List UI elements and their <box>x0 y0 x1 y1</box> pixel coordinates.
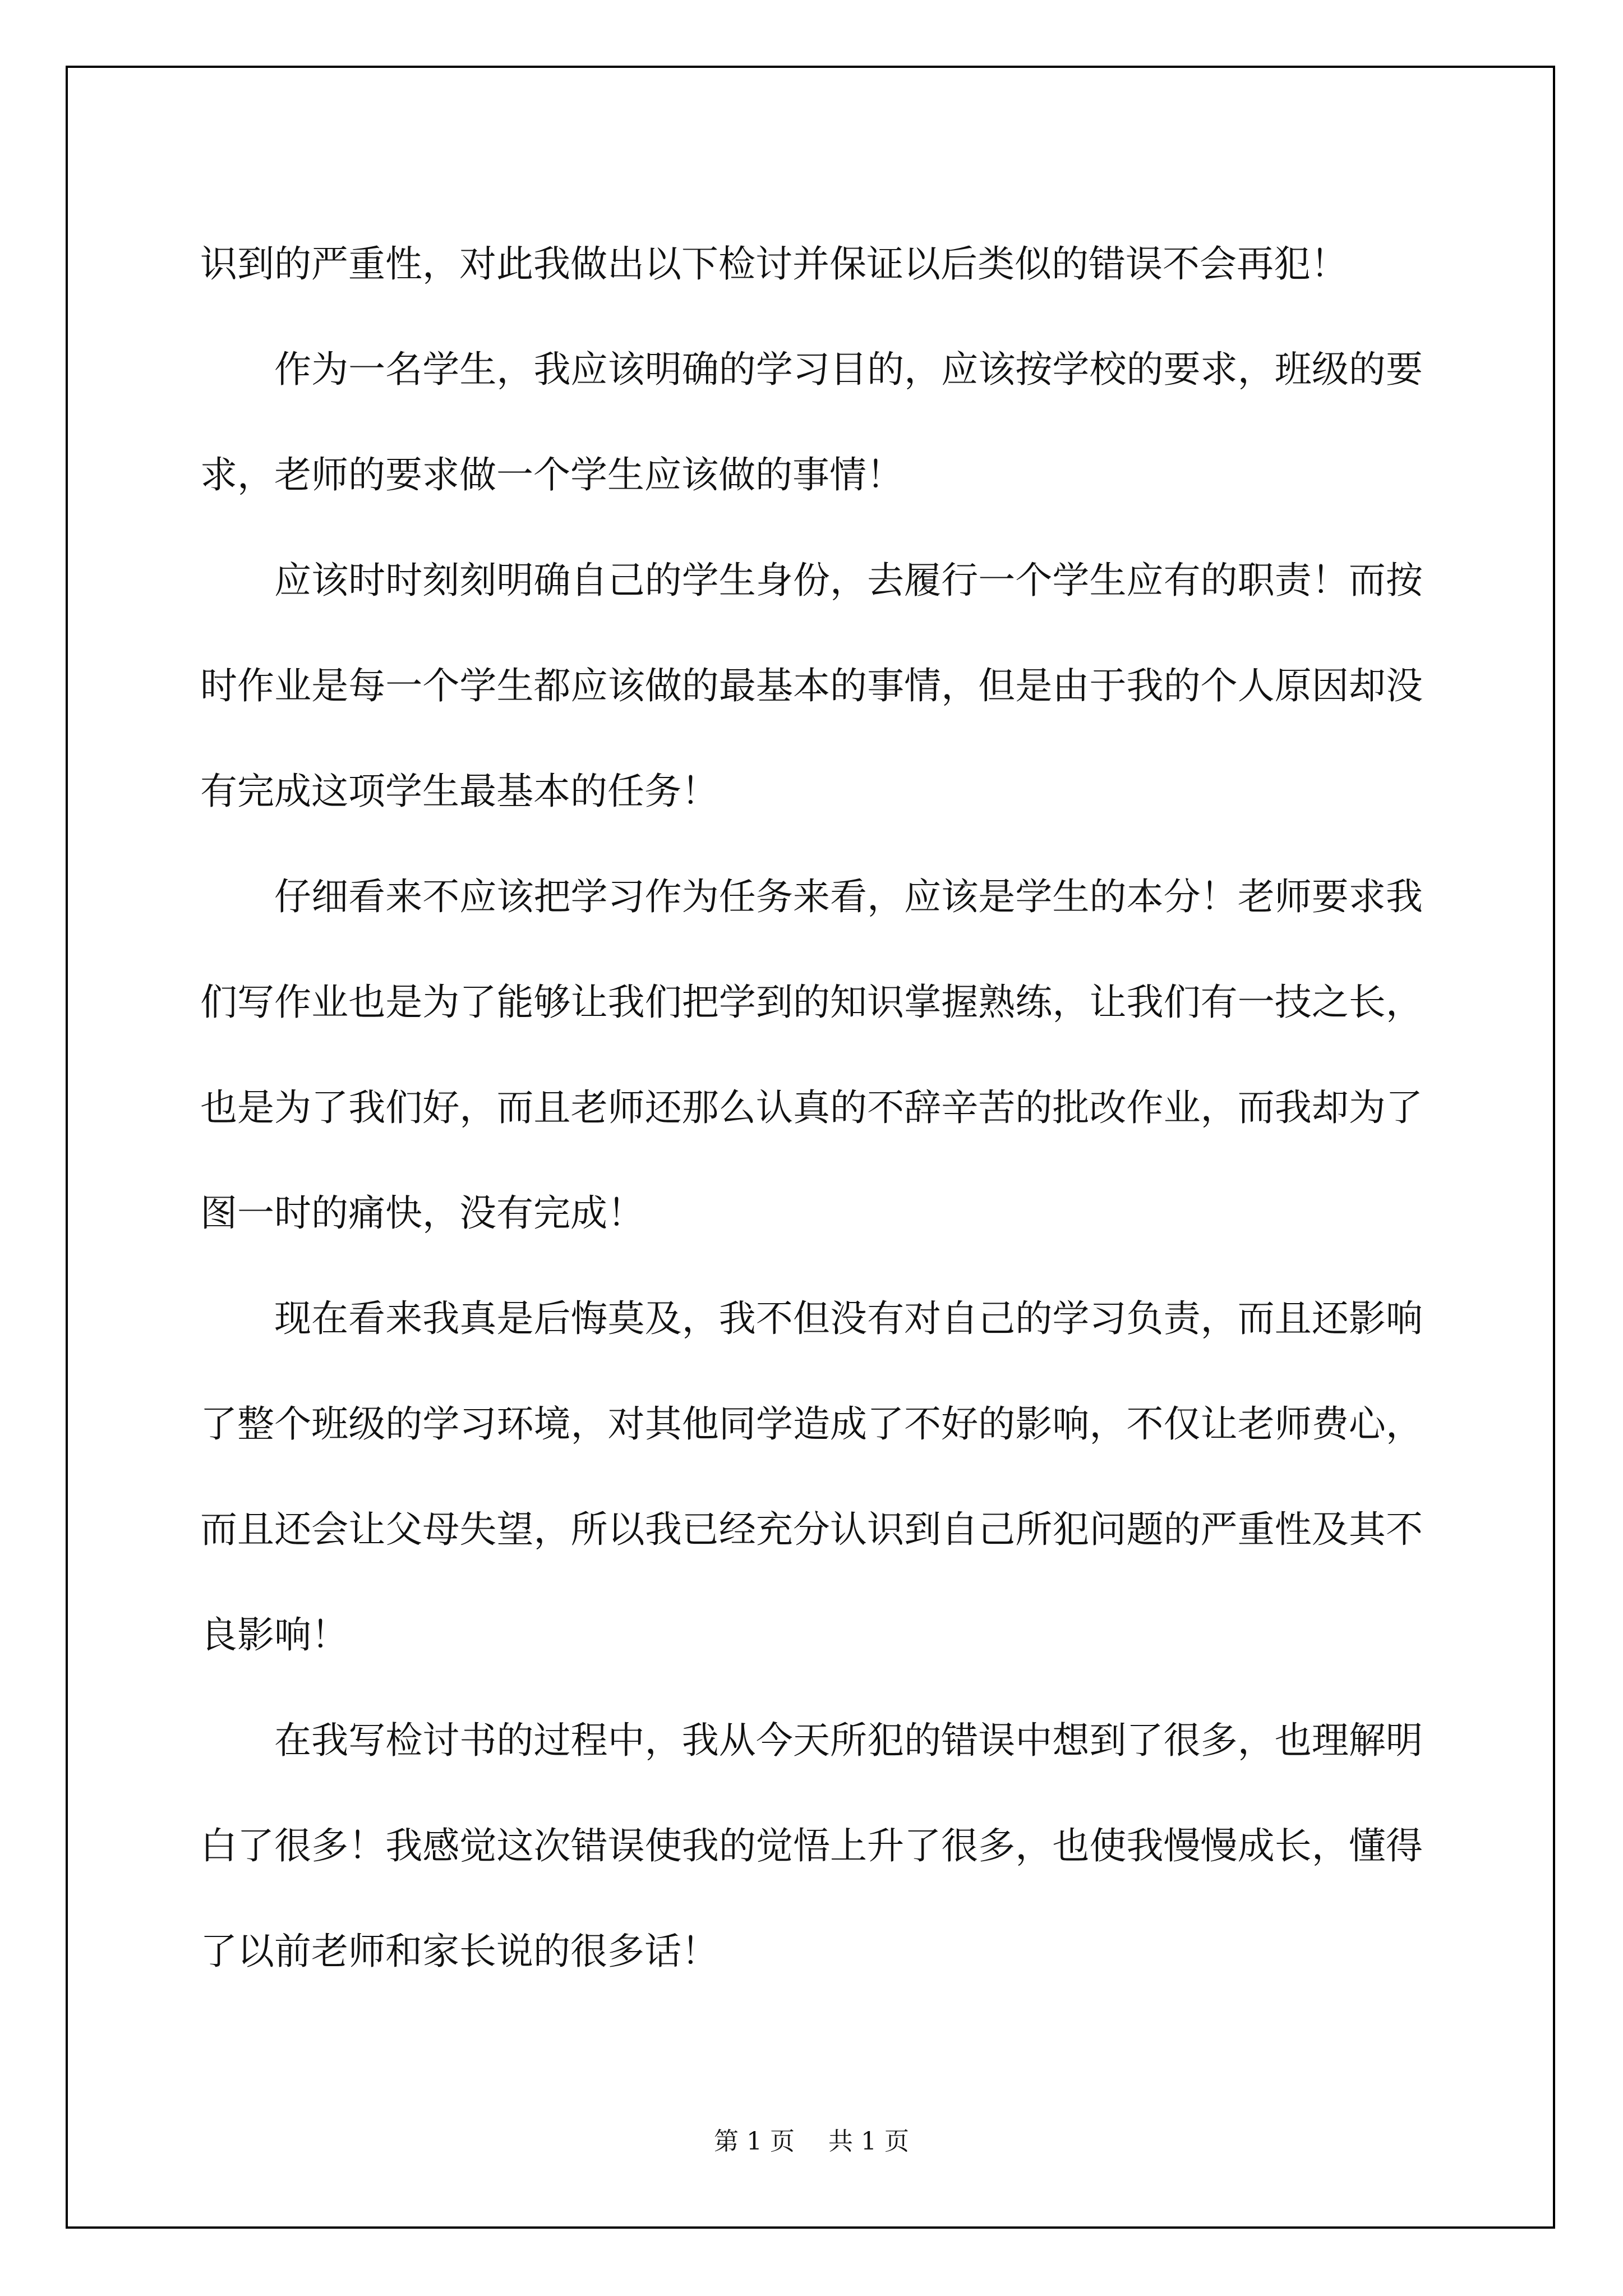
paragraph-2: 作为一名学生，我应该明确的学习目的，应该按学校的要求，班级的要求，老师的要求做一个学生应该做的事情！ <box>200 348 1423 496</box>
paragraph-3: 应该时时刻刻明确自己的学生身份，去履行一个学生应有的职责！而按时作业是每一个学生都应该做的最基本的事情，但是由于我的个人原因却没有完成这项学生最基本的任务！ <box>200 559 1423 813</box>
paragraph-4: 仔细看来不应该把学习作为任务来看，应该是学生的本分！老师要求我们写作业也是为了能够让我们把学到的知识掌握熟练，让我们有一技之长，也是为了我们好，而且老师还那么认真的不辞辛苦的批改作业，而我却为了图一时的痛快，没有完成！ <box>200 875 1423 1235</box>
paragraph-6: 在我写检讨书的过程中，我从今天所犯的错误中想到了很多，也理解明白了很多！我感觉这次错误使我的觉悟上升了很多，也使我慢慢成长，懂得了以前老师和家长说的很多话！ <box>200 1719 1423 1973</box>
page-footer <box>0 2125 1623 2159</box>
page-total: 共 1 页 <box>828 2127 909 2156</box>
paragraph-5: 现在看来我真是后悔莫及，我不但没有对自己的学习负责，而且还影响了整个班级的学习环境，对其他同学造成了不好的影响，不仅让老师费心，而且还会让父母失望，所以我已经充分认识到自己所犯问题的严重性及其不良影响！ <box>200 1297 1423 1657</box>
page-number: 第 1 页 <box>714 2127 795 2156</box>
document-body <box>200 211 1423 2004</box>
paragraph-1: 识到的严重性，对此我做出以下检讨并保证以后类似的错误不会再犯！ <box>200 242 1348 286</box>
